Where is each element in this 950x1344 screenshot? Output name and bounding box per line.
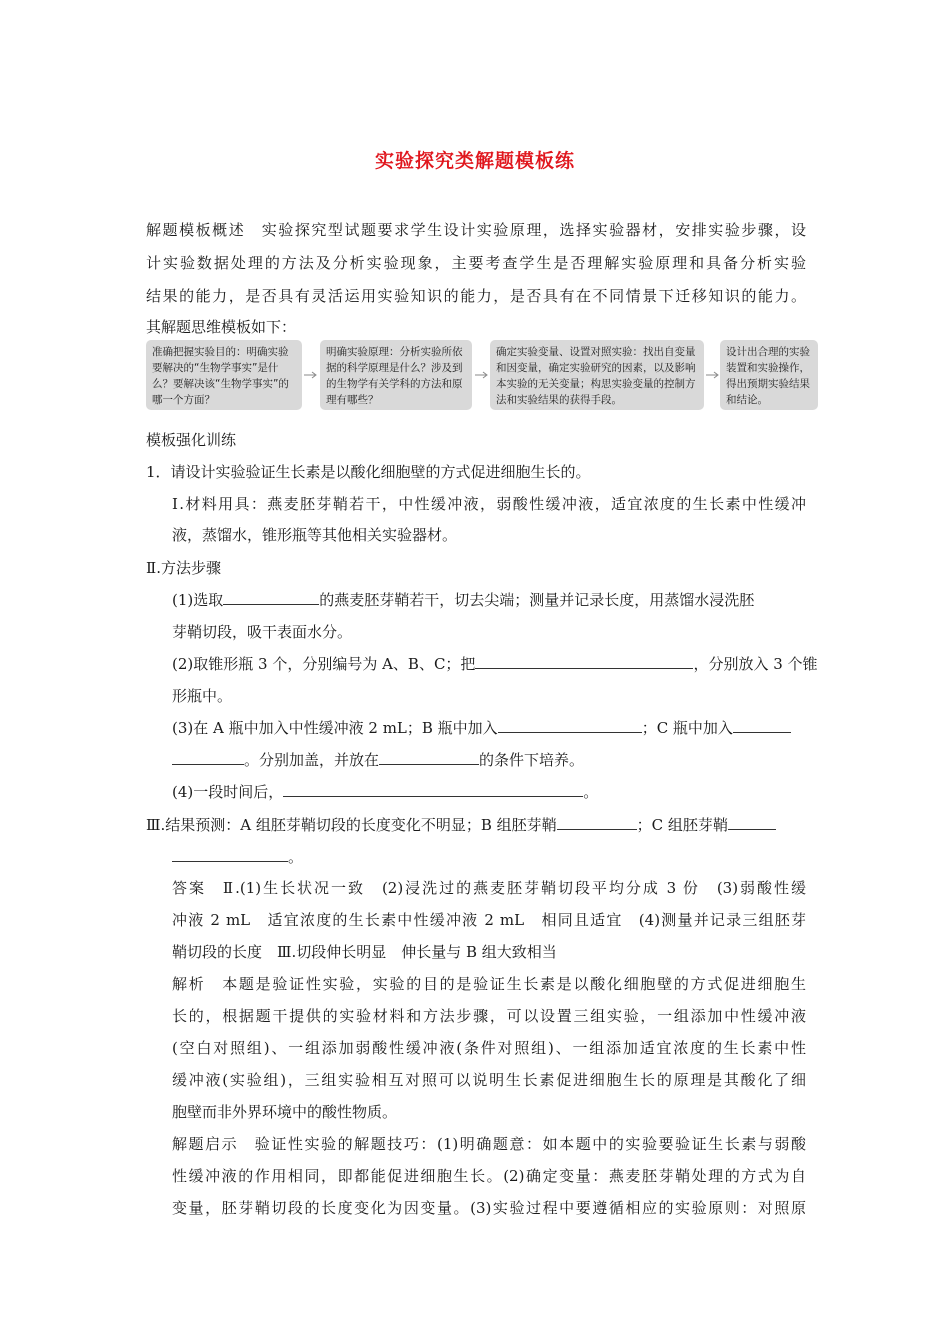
methods-heading: Ⅱ.方法步骤 <box>146 559 221 577</box>
materials-line: Ⅰ.材料用具：燕麦胚芽鞘若干，中性缓冲液，弱酸性缓冲液，适宜浓度的生长素中性缓冲 <box>172 495 806 513</box>
arrow-right-icon <box>304 371 318 379</box>
step-1-continued: 芽鞘切段，吸干表面水分。 <box>172 623 353 641</box>
analysis-line: 长的，根据题干提供的实验材料和方法步骤，可以设置三组实验，一组添加中性缓冲液 <box>172 1007 806 1025</box>
results-text: Ⅲ.结果预测：A 组胚芽鞘切段的长度变化不明显；B 组胚芽鞘 <box>146 816 557 834</box>
page-title: 实验探究类解题模板练 <box>374 150 575 172</box>
answer-blank[interactable] <box>498 718 642 733</box>
section-heading: 模板强化训练 <box>146 431 237 449</box>
answer-blank[interactable] <box>172 847 288 862</box>
analysis-line: (空白对照组)、一组添加弱酸性缓冲液(条件对照组)、一组添加适宜浓度的生长素中性 <box>172 1039 806 1057</box>
step-3-text: ；C 瓶中加入 <box>641 719 733 737</box>
step-2-text: (2)取锥形瓶 3 个，分别编号为 A、B、C；把 <box>172 655 476 673</box>
answer-blank[interactable] <box>733 718 791 733</box>
step-3 <box>172 718 791 738</box>
step-3-continued <box>172 750 584 770</box>
step-3-text: (3)在 A 瓶中加入中性缓冲液 2 mL；B 瓶中加入 <box>172 719 498 737</box>
analysis-line: 缓冲液(实验组)，三组实验相互对照可以说明生长素促进细胞生长的原理是其酸化了细 <box>172 1071 806 1089</box>
arrow-right-icon <box>706 371 720 379</box>
intro-line: 计实验数据处理的方法及分析实验现象，主要考查学生是否理解实验原理和具备分析实验 <box>146 254 806 272</box>
analysis-line: 解析 本题是验证性实验，实验的目的是验证生长素是以酸化细胞壁的方式促进细胞生 <box>172 975 806 993</box>
answer-blank[interactable] <box>557 815 637 830</box>
flowchart-step-1: 准确把握实验目的：明确实验要解决的“生物学事实”是什么？要解决该“生物学事实”的哪一个方面？ <box>146 340 302 410</box>
flowchart-step-4: 设计出合理的实验装置和实验操作，得出预期实验结果和结论。 <box>720 340 818 410</box>
insight-line: 性缓冲液的作用相同，即都能促进细胞生长。(2)确定变量：燕麦胚芽鞘处理的方式为自 <box>172 1167 806 1185</box>
step-1 <box>172 590 754 610</box>
answer-blank[interactable] <box>283 782 583 797</box>
step-2 <box>172 654 818 674</box>
step-1-text: 的燕麦胚芽鞘若干，切去尖端；测量并记录长度，用蒸馏水浸洗胚 <box>319 591 755 609</box>
insight-line: 解题启示 验证性实验的解题技巧：(1)明确题意：如本题中的实验要验证生长素与弱酸 <box>172 1135 806 1153</box>
answer-line: 冲液 2 mL 适宜浓度的生长素中性缓冲液 2 mL 相同且适宜 (4)测量并记录三组胚芽 <box>172 911 806 929</box>
answer-blank[interactable] <box>172 750 244 765</box>
step-4-text: (4)一段时间后， <box>172 783 284 801</box>
answer-blank[interactable] <box>475 654 693 669</box>
step-4 <box>172 782 598 802</box>
answer-blank[interactable] <box>223 590 319 605</box>
step-3-text: 的条件下培养。 <box>479 751 585 769</box>
analysis-line: 胞壁而非外界环境中的酸性物质。 <box>172 1103 398 1121</box>
insight-line: 变量，胚芽鞘切段的长度变化为因变量。(3)实验过程中要遵循相应的实验原则：对照原 <box>172 1199 806 1217</box>
answer-blank[interactable] <box>728 815 776 830</box>
results-text: ；C 组胚芽鞘 <box>636 816 728 834</box>
arrow-right-icon <box>475 371 489 379</box>
materials-line: 液，蒸馏水，锥形瓶等其他相关实验器材。 <box>172 526 458 544</box>
answer-line: 答案 Ⅱ.(1)生长状况一致 (2)浸洗过的燕麦胚芽鞘切段平均分成 3 份 (3)弱酸性缓 <box>172 879 806 897</box>
step-1-text: (1)选取 <box>172 591 224 609</box>
results-prediction <box>146 815 776 835</box>
flowchart-step-2: 明确实验原理：分析实验所依据的科学原理是什么？涉及到的生物学有关学科的方法和原理有哪些？ <box>320 340 472 410</box>
results-text: 。 <box>288 848 304 866</box>
flowchart-step-3: 确定实验变量、设置对照实验：找出自变量和因变量，确定实验研究的因素，以及影响本实验的无关变量；构思实验变量的控制方法和实验结果的获得手段。 <box>490 340 704 410</box>
step-4-text: 。 <box>583 783 599 801</box>
question-stem: 1．请设计实验验证生长素是以酸化细胞壁的方式促进细胞生长的。 <box>146 463 591 481</box>
step-3-text: 。分别加盖，并放在 <box>244 751 380 769</box>
step-2-text: ，分别放入 3 个锥 <box>693 655 818 673</box>
answer-line: 鞘切段的长度 Ⅲ.切段伸长明显 伸长量与 B 组大致相当 <box>172 943 557 961</box>
intro-line: 解题模板概述 实验探究型试题要求学生设计实验原理，选择实验器材，安排实验步骤，设 <box>146 221 806 239</box>
results-continued <box>172 847 303 867</box>
answer-blank[interactable] <box>379 750 479 765</box>
intro-line: 结果的能力，是否具有灵活运用实验知识的能力，是否具有在不同情景下迁移知识的能力。 <box>146 287 806 305</box>
thinking-flowchart <box>146 340 818 410</box>
intro-line: 其解题思维模板如下： <box>146 318 297 336</box>
step-2-continued: 形瓶中。 <box>172 687 233 705</box>
